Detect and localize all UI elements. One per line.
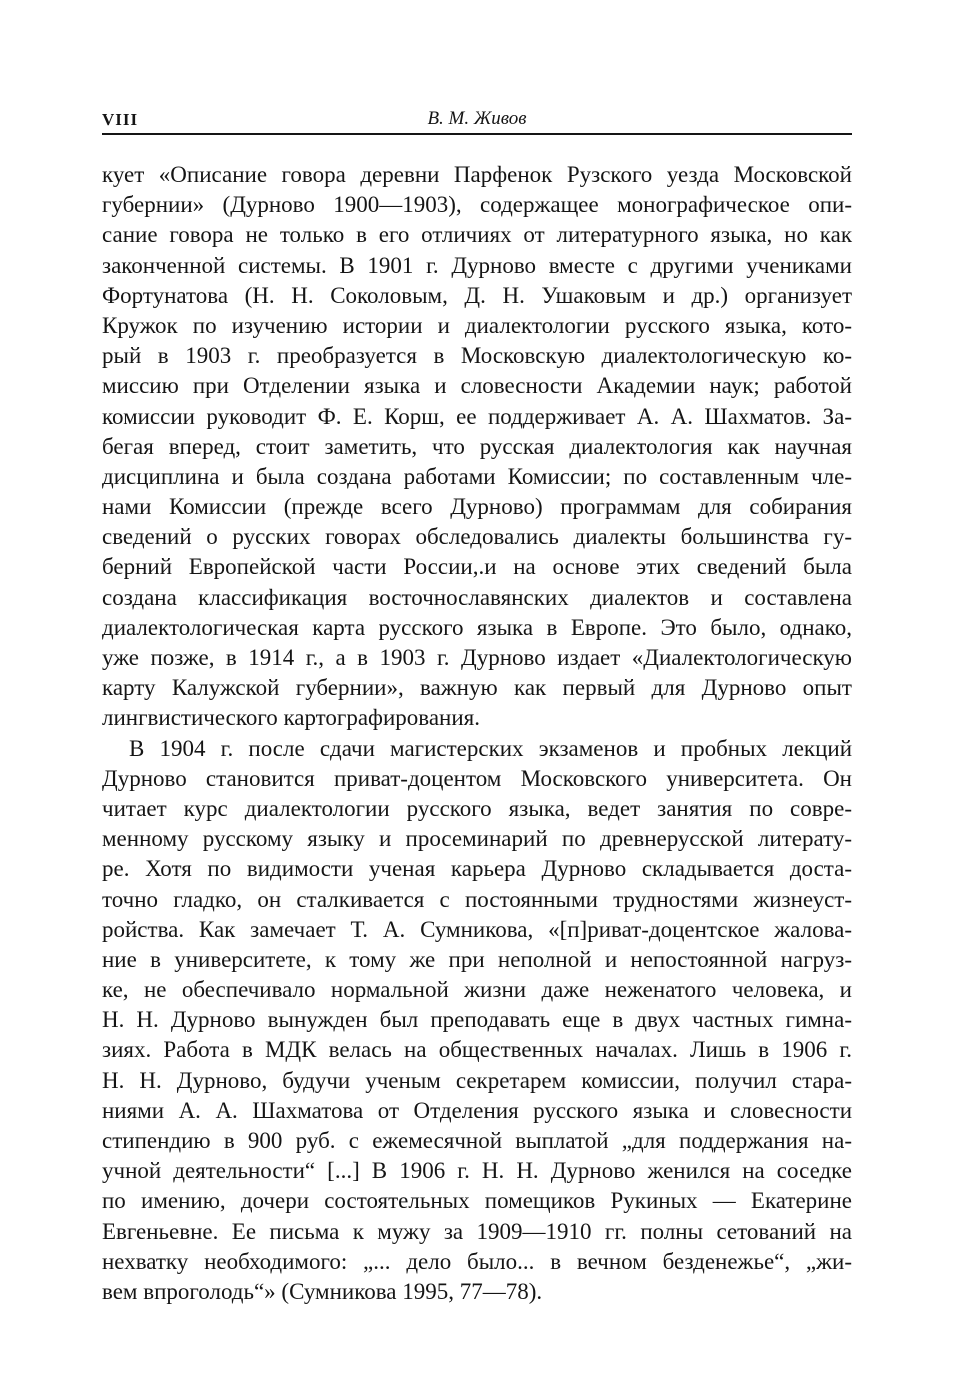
text-line: вем впроголодь“» (Сумникова 1995, 77—78). <box>102 1278 543 1304</box>
text-line: берний Европейской части России,.и на основе этих сведений была <box>102 554 852 580</box>
text-line: Н. Н. Дурново, будучи ученым секретарем комиссии, получил стара- <box>102 1067 852 1093</box>
text-line: уже позже, в 1914 г., а в 1903 г. Дурново издает «Диалектологическую <box>102 645 852 670</box>
text-line: Н. Н. Дурново вынужден был преподавать еще в двух частных гимна- <box>102 1007 852 1033</box>
text-line: миссию при Отделении языка и словесности Академии наук; работой <box>102 373 852 399</box>
text-line: ние в университете, к тому же при неполной и непостоянной нагруз- <box>102 946 852 972</box>
text-line: ке, не обеспечивало нормальной жизни даже неженатого человека, и <box>102 977 852 1003</box>
text-line: нехватку необходимого: „... дело было... в вечном безденежье“, „жи- <box>102 1248 852 1274</box>
text-line: карту Калужской губернии», важную как первый для Дурново опыт <box>102 675 852 701</box>
text-line: Фортунатова (Н. Н. Соколовым, Д. Н. Ушаковым и др.) организует <box>102 282 852 308</box>
text-line: сведений о русских говорах обследовались диалекты большинства гу- <box>102 524 852 550</box>
body-text <box>102 160 852 1307</box>
text-line: Кружок по изучению истории и диалектологии русского языка, кото- <box>102 312 852 338</box>
text-line: точно гладко, он сталкивается с постоянными трудностями жизнеуст- <box>102 886 852 912</box>
text-line: ройства. Как замечает Т. А. Сумникова, «[п]риват-доцентское жалова- <box>102 916 852 942</box>
text-line: бегая вперед, стоит заметить, что русская диалектология как научная <box>102 433 852 459</box>
text-line: В 1904 г. после сдачи магистерских экзаменов и пробных лекций <box>129 735 852 761</box>
text-line: комиссии руководит Ф. Е. Корш, ее поддерживает А. А. Шахматов. За- <box>102 403 852 429</box>
text-line: кует «Описание говора деревни Парфенок Рузского уезда Московской <box>102 162 852 187</box>
text-line: диалектологическая карта русского языка в Европе. Это было, однако, <box>102 614 852 640</box>
page-number: VIII <box>102 110 139 129</box>
running-head <box>102 106 852 132</box>
paragraph <box>102 734 852 1308</box>
text-line: читает курс диалектологии русского языка, ведет занятия по совре- <box>102 795 852 821</box>
text-line: создана классификация восточнославянских диалектов и составлена <box>102 584 852 610</box>
paragraph <box>102 160 852 734</box>
text-line: учной деятельности“ [...] В 1906 г. Н. Н. Дурново женился на соседке <box>102 1158 852 1184</box>
text-line: Евгеньевне. Ее письма к мужу за 1909—1910 гг. полны сетований на <box>102 1218 852 1244</box>
text-line: ре. Хотя по видимости ученая карьера Дурново складывается доста- <box>102 856 852 882</box>
text-line: стипендию в 900 руб. с ежемесячной выплатой „для поддержания на- <box>102 1128 852 1153</box>
text-line: менному русскому языку и просеминарий по древнерусской литерату- <box>102 826 852 852</box>
text-line: ниями А. А. Шахматова от Отделения русского языка и словесности <box>102 1097 852 1123</box>
text-line: по имению, дочери состоятельных помещиков Рукиных — Екатерине <box>102 1188 852 1214</box>
text-line: Дурново становится приват-доцентом Московского университета. Он <box>102 765 852 791</box>
text-line: лингвистического картографирования. <box>102 705 480 731</box>
text-line: сание говора не только в его отличиях от литературного языка, но как <box>102 222 852 248</box>
header-rule <box>102 133 852 135</box>
text-line: законченной системы. В 1901 г. Дурново вместе с другими учениками <box>102 252 852 278</box>
text-line: нами Комиссии (прежде всего Дурново) программам для собирания <box>102 494 852 520</box>
running-head-author: В. М. Живов <box>427 108 527 129</box>
text-line: дисциплина и была создана работами Комиссии; по составленным чле- <box>102 463 852 489</box>
text-line: зиях. Работа в МДК велась на общественных началах. Лишь в 1906 г. <box>102 1037 852 1063</box>
text-line: рый в 1903 г. преобразуется в Московскую диалектологическую ко- <box>102 343 852 369</box>
text-line: губернии» (Дурново 1900—1903), содержащее монографическое опи- <box>102 192 852 218</box>
